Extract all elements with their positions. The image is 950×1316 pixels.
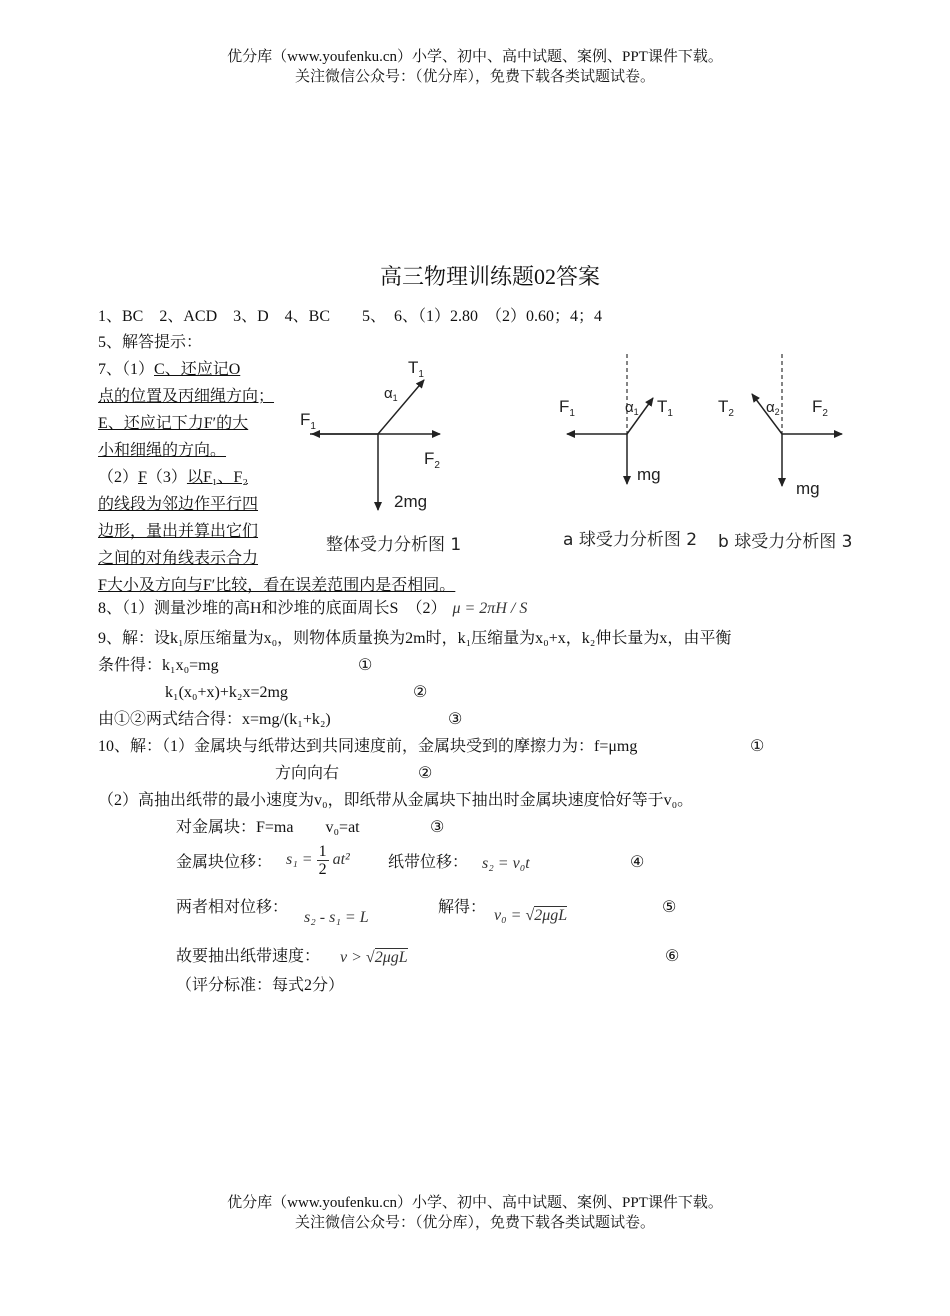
q7-line-8: 之间的对角线表示合力	[98, 550, 259, 567]
q10-line-5-label2: 纸带位移：	[388, 854, 469, 871]
q7-line-5: （2）F（3）以F₁、F₂	[98, 469, 248, 486]
q10-mark-1: ①	[750, 738, 765, 755]
weight-label: mg	[637, 465, 661, 484]
alpha1-label: $\alpha_1$	[384, 385, 398, 403]
force-diagram-3	[710, 350, 860, 500]
q10-mark-6: ⑥	[665, 948, 680, 965]
q7-line-6: 的线段为邻边作平行四	[98, 496, 259, 513]
weight-label: mg	[796, 479, 820, 498]
q10-line-2: 方向向右	[275, 765, 340, 782]
q10-line-4: 对金属块：F=ma v₀=at	[176, 819, 360, 836]
answer-line-2: 5、解答提示：	[98, 334, 203, 351]
q9-line-4: 由①②两式结合得：x=mg/(k₁+k₂)	[98, 711, 331, 728]
header-line-1: 优分库（www.youfenku.cn）小学、初中、高中试题、案例、PPT课件下载。	[227, 49, 723, 65]
t2-label: $T_2$	[718, 397, 734, 419]
q10-line-6-label: 两者相对位移：	[176, 899, 289, 916]
q7-line-1: 7、（1）C、还应记O	[98, 361, 241, 378]
q9-mark-3: ③	[448, 711, 463, 728]
q10-line-8: （评分标准：每式2分）	[176, 977, 345, 994]
q9-mark-2: ②	[413, 684, 428, 701]
q10-mark-5: ⑤	[662, 899, 677, 916]
s2-formula: s₂ = v₀t	[482, 855, 530, 872]
header-line-2: 关注微信公众号：（优分库），免费下载各类试题试卷。	[294, 69, 655, 85]
weight-label: 2mg	[394, 492, 428, 511]
f2-label: $F_2$	[424, 449, 440, 471]
force-diagram-1	[290, 350, 490, 520]
q7-line-4: 小和细绳的方向。	[98, 442, 227, 459]
q9-line-2: 条件得：k₁x₀=mg	[98, 657, 219, 674]
q9-mark-1: ①	[358, 657, 373, 674]
s1-formula: s₁ = $\frac{1}{2}$ at²	[286, 843, 350, 878]
alpha1-label: $\alpha_1$	[625, 399, 639, 417]
q10-line-3: （2）高抽出纸带的最小速度为v₀，即纸带从金属块下抽出时金属块速度恰好等于v₀。	[98, 792, 694, 809]
q10-line-1: 10、解：（1）金属块与纸带达到共同速度前，金属块受到的摩擦力为：f=μmg	[98, 738, 638, 755]
q10-line-6-label2: 解得：	[438, 899, 487, 916]
q7-line-7: 边形，量出并算出它们	[98, 523, 259, 540]
page-title: 高三物理训练题02答案	[379, 264, 600, 289]
q9-line-1: 9、解：设k₁原压缩量为x₀，则物体质量换为2m时，k₁压缩量为x₀+x，k₂伸长量为x，由平衡	[98, 630, 732, 647]
relative-formula: s₂ - s₁ = L	[304, 909, 369, 926]
q10-mark-3: ③	[430, 819, 445, 836]
f2-label: $F_2$	[812, 397, 828, 419]
footer-line-2: 关注微信公众号：（优分库），免费下载各类试题试卷。	[294, 1215, 655, 1231]
t1-label: $T_1$	[657, 397, 673, 419]
q8-formula: μ = 2πH / S	[452, 600, 528, 617]
figure-3-caption: b 球受力分析图 3	[718, 532, 853, 552]
q10-line-7-label: 故要抽出纸带速度：	[176, 948, 321, 965]
alpha2-label: $\alpha_2$	[766, 399, 780, 417]
v-formula: v > √2μgL	[340, 949, 408, 966]
q7-line-3: E、还应记下力F′的大	[98, 415, 249, 432]
q7-line-2: 点的位置及丙细绳方向；	[98, 388, 275, 405]
figure-2-caption: a 球受力分析图 2	[563, 530, 698, 550]
footer-line-1: 优分库（www.youfenku.cn）小学、初中、高中试题、案例、PPT课件下载。	[227, 1195, 723, 1211]
answer-line-1: 1、BC 2、ACD 3、D 4、BC 5、 6、（1）2.80 （2）0.60；4；4	[98, 308, 603, 325]
q10-mark-4: ④	[630, 854, 645, 871]
f1-label: $F_1$	[300, 410, 316, 432]
q8-line: 8、（1）测量沙堆的高H和沙堆的底面周长S （2） μ = 2πH / S	[98, 600, 528, 617]
figure-1-caption: 整体受力分析图 1	[326, 535, 462, 555]
v0-formula: v₀ = √2μgL	[494, 907, 568, 924]
f1-label: $F_1$	[559, 397, 575, 419]
q9-line-3: k₁(x₀+x)+k₂x=2mg	[165, 684, 288, 701]
q10-line-5-label: 金属块位移：	[176, 854, 273, 871]
q10-mark-2: ②	[418, 765, 433, 782]
q7-line-9: F大小及方向与F′比较，看在误差范围内是否相同。	[98, 577, 456, 594]
force-diagram-2	[555, 350, 705, 500]
t1-label: $T_1$	[408, 358, 424, 380]
